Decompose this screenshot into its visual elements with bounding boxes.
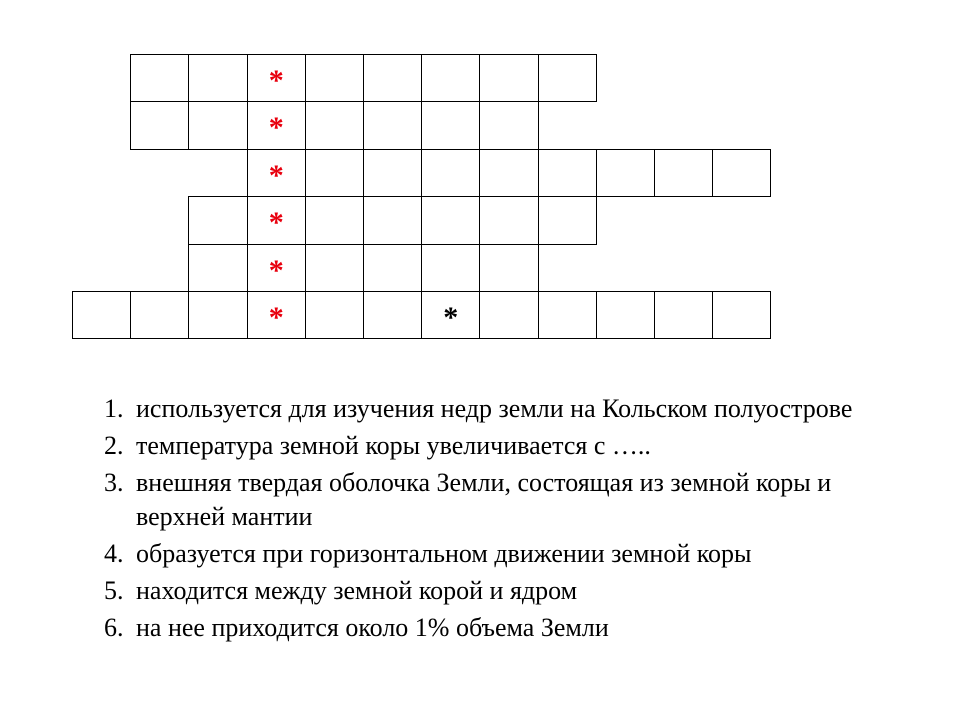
- crossword-cell: [130, 291, 189, 339]
- crossword-cell: [479, 291, 538, 339]
- asterisk-mark: *: [443, 301, 459, 334]
- crossword-cell: [479, 54, 538, 102]
- crossword-cell: [188, 101, 247, 149]
- crossword-cell: [363, 54, 422, 102]
- crossword-cell: [247, 244, 306, 292]
- crossword-cell: [305, 196, 364, 244]
- crossword-cell: [188, 291, 247, 339]
- crossword-cell: [538, 54, 597, 102]
- clue-text: находится между земной корой и ядром: [136, 576, 578, 605]
- crossword-cell: [538, 196, 597, 244]
- crossword-cell: [421, 196, 480, 244]
- crossword-cell: [654, 291, 713, 339]
- clue-item: [104, 611, 864, 645]
- crossword-cell: [363, 244, 422, 292]
- crossword-cell: [188, 54, 247, 102]
- crossword-cell: [305, 149, 364, 197]
- crossword-cell: [130, 101, 189, 149]
- crossword-cell: [421, 149, 480, 197]
- crossword-cell: [596, 291, 655, 339]
- asterisk-mark: *: [268, 111, 284, 145]
- clue-item: [104, 537, 864, 571]
- crossword-cell: [305, 101, 364, 149]
- crossword-cell: [247, 101, 306, 149]
- clue-number: 5.: [104, 576, 124, 605]
- asterisk-mark: *: [268, 253, 284, 287]
- crossword-cell: [363, 196, 422, 244]
- crossword-cell: [654, 149, 713, 197]
- clue-item: [104, 466, 864, 534]
- crossword-cell: [596, 149, 655, 197]
- crossword-cell: [188, 196, 247, 244]
- clue-item: [104, 429, 864, 463]
- crossword-cell: [479, 196, 538, 244]
- asterisk-mark: *: [268, 158, 284, 192]
- crossword-cell: [421, 291, 480, 339]
- clue-number: 4.: [104, 539, 124, 568]
- crossword-cell: [130, 54, 189, 102]
- clue-item: [104, 574, 864, 608]
- crossword-cell: [247, 291, 306, 339]
- clue-text: температура земной коры увеличивается с …..: [136, 431, 651, 460]
- crossword-cell: [479, 149, 538, 197]
- clue-text: на нее приходится около 1% объема Земли: [136, 613, 609, 642]
- crossword-cell: [712, 291, 771, 339]
- crossword-cell: [421, 244, 480, 292]
- crossword-cell: [421, 54, 480, 102]
- crossword-cell: [421, 101, 480, 149]
- clue-number: 2.: [104, 431, 124, 460]
- crossword-cell: [72, 291, 131, 339]
- clue-number: 6.: [104, 613, 124, 642]
- crossword-cell: [479, 101, 538, 149]
- crossword-cell: [305, 244, 364, 292]
- crossword-cell: [538, 149, 597, 197]
- crossword-cell: [247, 149, 306, 197]
- clue-list: [104, 392, 864, 648]
- clue-number: 1.: [104, 394, 124, 423]
- crossword-cell: [247, 54, 306, 102]
- clue-item: [104, 392, 864, 426]
- crossword-cell: [305, 291, 364, 339]
- clue-text: образуется при горизонтальном движении земной коры: [136, 539, 752, 568]
- crossword-cell: [247, 196, 306, 244]
- crossword-cell: [188, 244, 247, 292]
- asterisk-mark: *: [268, 206, 284, 240]
- asterisk-mark: *: [268, 64, 284, 97]
- clue-text: используется для изучения недр земли на Кольском полуострове: [136, 394, 853, 423]
- crossword-cell: [712, 149, 771, 197]
- clue-number: 3.: [104, 468, 124, 497]
- crossword-cell: [363, 291, 422, 339]
- crossword-cell: [538, 291, 597, 339]
- crossword-cell: [479, 244, 538, 292]
- crossword-cell: [363, 101, 422, 149]
- asterisk-mark: *: [268, 301, 284, 334]
- clue-text: внешняя твердая оболочка Земли, состоящая из земной коры и верхней мантии: [136, 468, 832, 531]
- crossword-cell: [305, 54, 364, 102]
- crossword-cell: [363, 149, 422, 197]
